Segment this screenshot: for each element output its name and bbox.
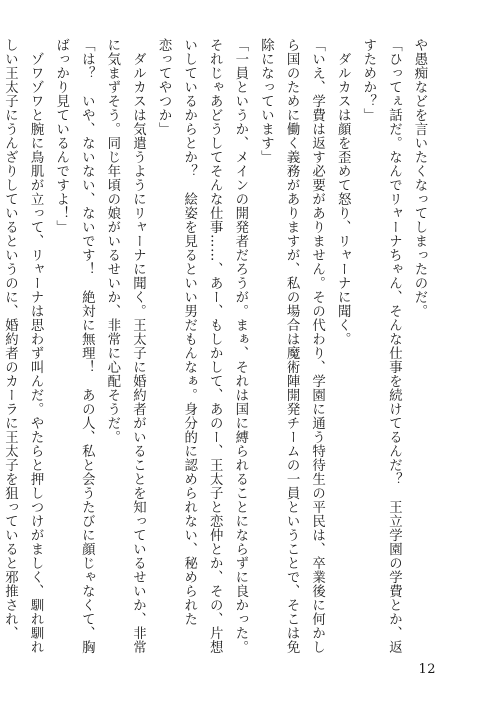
text-line: ダルカスは顔を歪めて怒り、リャーナに聞く。 bbox=[335, 38, 351, 346]
text-line: 「は？ いや、ないない、ないです！ 絶対に無理！ あの人、私と会うたびに顔じゃなくて、胸 bbox=[79, 38, 95, 654]
text-line: 除になっています」 bbox=[258, 38, 274, 164]
text-line: それじゃあどうしてそんな仕事……、あー、もしかして、あのー、王太子と恋仲とか、その、片想 bbox=[207, 38, 223, 654]
text-line: 「いえ、学費は返す必要がありません。その代わり、学園に通う特待生の平民は、卒業後に何かし bbox=[309, 38, 325, 654]
page-number: 12 bbox=[418, 662, 436, 677]
text-line: 恋ってやつか」 bbox=[156, 38, 172, 136]
text-line: 「一員というか、メインの開発者だろうが。まぁ、それは国に縛られることにならずに良かった。 bbox=[232, 38, 248, 654]
text-line: しい王太子にうんざりしているというのに、婚約者のカーラに王太子を狙っていると邪推され、 bbox=[2, 38, 18, 640]
text-line: いしているからとか？ 絵姿を見るといい男だもんなぁ。身分的に認められない、秘められた bbox=[181, 38, 197, 626]
body-text bbox=[2, 38, 432, 654]
text-line: や愚痴などを言いたくなってしまったのだ。 bbox=[412, 38, 427, 318]
text-line: に気まずそう。同じ年頃の娘がいるせいか、非常に心配そうだ。 bbox=[104, 38, 120, 444]
text-line: ら国のために働く義務がありますが、私の場合は魔術陣開発チームの一員ということで、そこは免 bbox=[284, 38, 300, 654]
text-line: ゾワゾワと腕に鳥肌が立って、リャーナは思わず叫んだ。やたらと押しつけがましく、馴れ馴れ bbox=[28, 38, 44, 654]
text-line: ダルカスは気遣うようにリャーナに聞く。王太子に婚約者がいることを知っているせいか、非常 bbox=[130, 38, 146, 654]
text-line: すためか？」 bbox=[360, 38, 376, 122]
text-line: 「ひってぇ話だ。なんでリャーナちゃん、そんな仕事を続けてるんだ？ 王立学園の学費とか、返 bbox=[386, 38, 402, 654]
text-line: ばっかり見ているんですよ！」 bbox=[53, 38, 69, 234]
